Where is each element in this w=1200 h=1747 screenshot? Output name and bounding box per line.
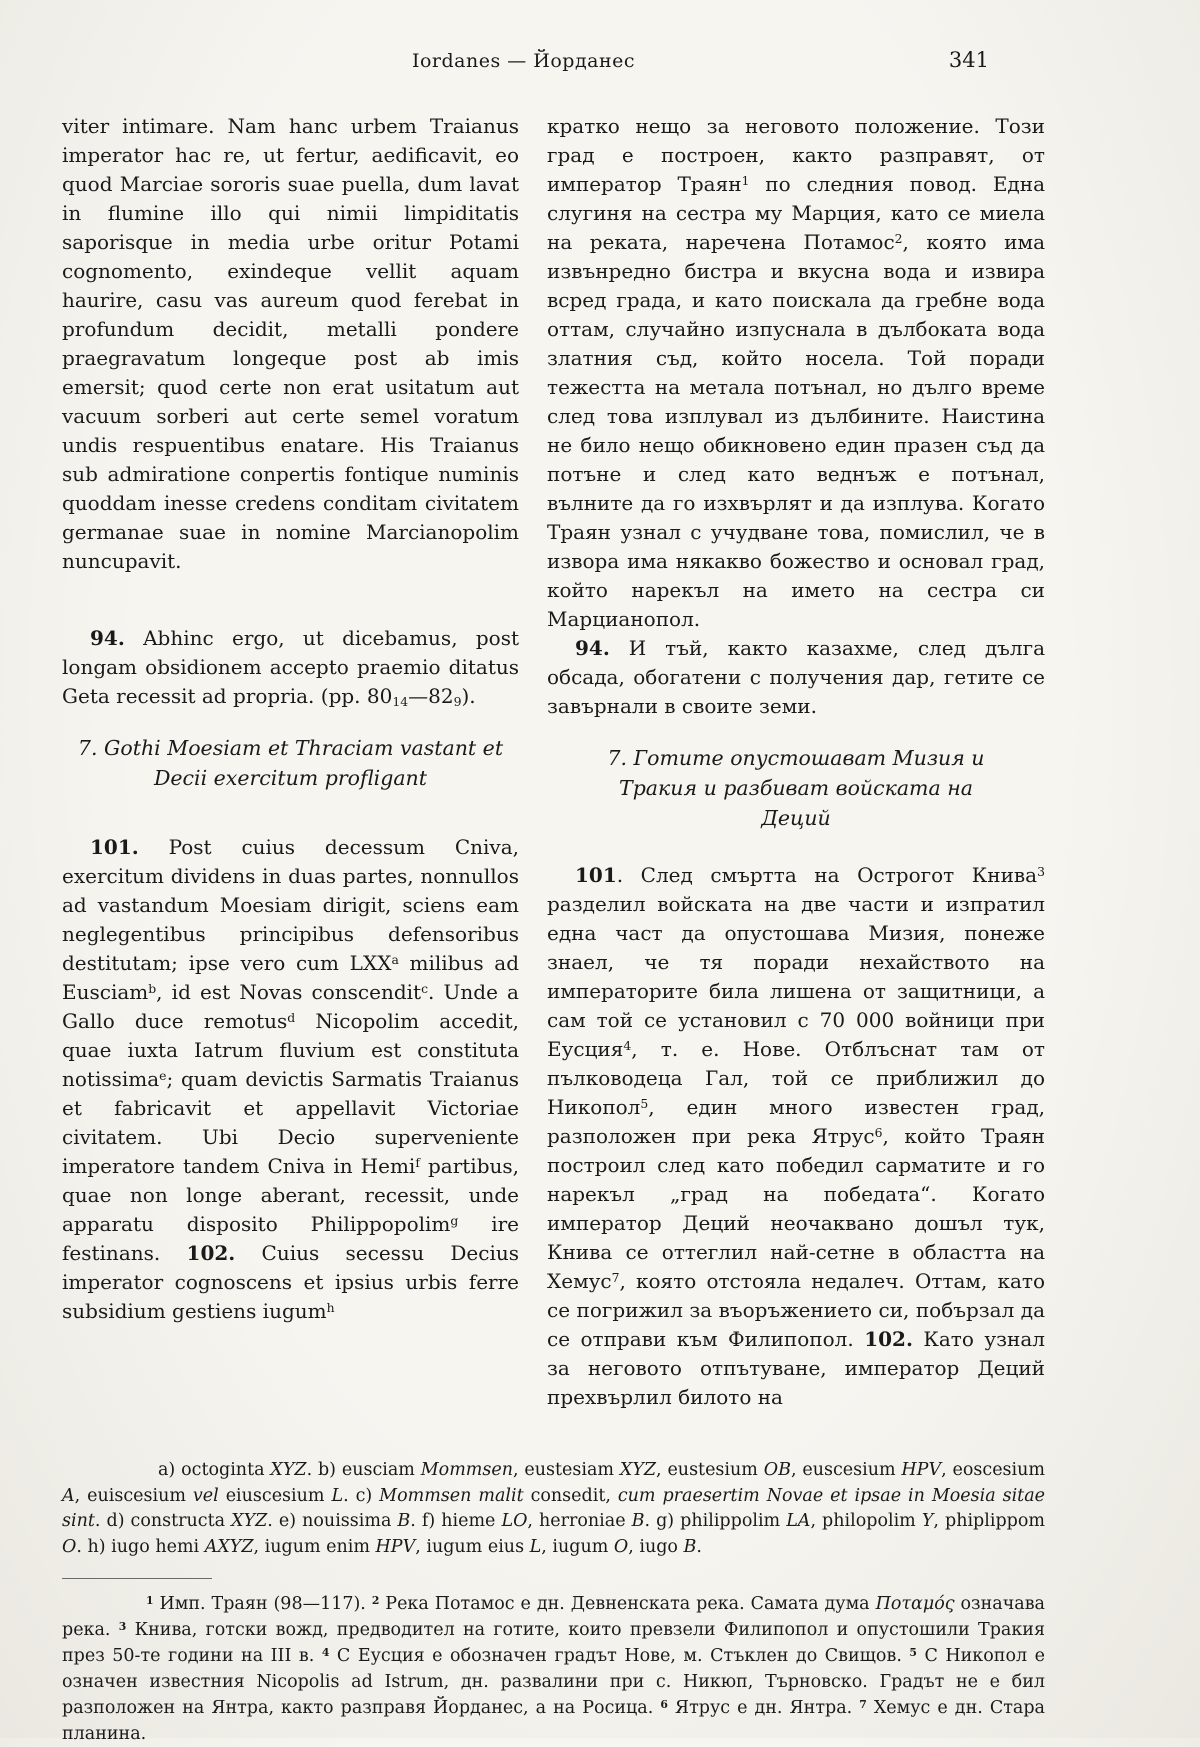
latin-paragraph-101: 101. Post cuius decessum Cniva, exercitum dividens in duas partes, nonnullos ad vastandum Moesiam dirigit, sciens eam neglegentibus principibus defensoribus destitutam; ipse vero cum LXX$^a$ milibus ad Eusciam$^b$, id est Novas conscendit$^c$. Unde a Gallo duce remotus$^d$ Nicopolim accedit, quae iuxta Iatrum fluvium est constituta notissima$^e$; quam devictis Sarmatis Traianus et fabricavit et appellavit Victoriae civitatem. Ubi Decio superveniente imperatore tandem Cniva in Hemi$^f$ partibus, quae non longe aberant, recessit, unde apparatu disposito Philippopolim$^g$ ire festinans. 102. Cuius secessu Decius imperator cognoscens et ipsius urbis ferre subsidium gestiens iugum$^h$: [62, 835, 519, 1323]
bulgarian-paragraph-94: 94. И тъй, както казахме, след дълга обсада, обогатени с получения дар, гетите се завърнали в своите земи.: [547, 636, 1045, 718]
latin-paragraph-94: 94. Abhinc ergo, ut dicebamus, post longam obsidionem accepto praemio ditatus Geta recessit ad propria. (pp. $80_{14}—82_9$).: [62, 626, 519, 710]
footnote-separator-rule: [62, 1578, 212, 1579]
bulgarian-paragraph-101: 101. След смъртта на Острогот Книва$^3$ разделил войската на две части и изпратил една част да опустошава Мизия, понеже знаел, че тя поради нехайството на императорите била лишена от защитници, а сам той се установил с 70 000 войници при Еусция$^4$, т. е. Нове. Отблъснат там от пълководеца Гал, той се приближил до Никопол$^5$, един много известен град, разположен при река Ятрус$^6$, който Траян построил след като победил сарматите и го нарекъл „град на победата“. Когато император Деций неочаквано дошъл тук, Книва се оттеглил най-сетне в областта на Хемус$^7$, която отстояла недалеч. Оттам, като се погрижил за въоръжението си, побързал да се отправи към Филипопол. 102. Като узнал за неговото отпътуване, император Деций прехвърлил билото на: [547, 863, 1046, 1409]
latin-column: [62, 112, 519, 1412]
text-columns: [62, 112, 1045, 1412]
page-header: [62, 50, 1045, 78]
bulgarian-paragraph-continuation: кратко нещо за неговото положение. Този град е построен, както разправят, от император Траян$^1$ по следния повод. Една слугиня на сестра му Марция, като се миела на реката, наречена Потамос$^2$, която има извънредно бистра и вкусна вода и извира всред града, и като поискала да гребне вода оттам, случайно изпуснала в дълбоката вода златния съд, който носела. Той поради тежестта на метала потънал, но дълго време след това изплувал из дълбините. Наистина не било нещо обикновено един празен съд да потъне и след като веднъж е потънал, вълните да го изхвърлят и да изплува. Когато Траян узнал с учудване това, помислил, че в извора има някакво божество и основал град, който нарекъл на името на сестра си Марцианопол.: [547, 114, 1045, 631]
bulgarian-section-heading: 7. Готите опустошават Мизия и Тракия и разбиват войската на Деций: [607, 746, 985, 830]
translator-footnotes: $^1$ Имп. Траян (98—117). $^2$ Река Потамос е дн. Девненската река. Самата дума Ποταμός означава река. $^3$ Книва, готски вожд, предводител на готите, които превзели Филипопол и опустошили Тракия през 50-те години на III в. $^4$ С Еусция е обозначен градът Нове, м. Стъклен до Свищов. $^5$ С Никопол е означен известния Nicopolis ad Istrum, дн. развалини при с. Никюп, Търновско. Градът не е бил разположен на Янтра, както разправя Йорданес, а на Росица. $^6$ Ятрус е дн. Янтра. $^7$ Хемус е дн. Стара планина.: [62, 1594, 1045, 1744]
running-title: Iordanes — Йорданес: [411, 50, 636, 72]
page-number: 341: [948, 48, 989, 72]
latin-paragraph-continuation: viter intimare. Nam hanc urbem Traianus imperator hac re, ut fertur, aedificavit, eo quod Marciae sororis suae puella, dum lavat in flumine illo qui nimii limpiditatis saporisque in media urbe oritur Potami cognomento, exindeque vellit aquam haurire, casu vas aureum quod ferebat in profundum decidit, metalli pondere praegravatum longeque post ab imis emersit; quod certe non erat usitatum aut vacuum sorberi aut certe semel voratum undis respuentibus enatare. His Traianus sub admiratione conpertis fontique numinis quoddam inesse credens conditam civitatem germanae suae in nomine Marcianopolim nuncupavit.: [62, 114, 519, 573]
critical-apparatus: a) octoginta XYZ. b) eusciam Mommsen, eustesiam XYZ, eustesium OB, euscesium HPV, eoscesium A, euiscesium vel eiuscesium L. c) Mommsen malit consedit, cum praesertim Novae et ipsae in Moesia sitae sint. d) constructa XYZ. e) nouissima B. f) hieme LO, herroniae B. g) philippolim LA, philopolim Y, phiplippom O. h) iugo hemi AXYZ, iugum enim HPV, iugum eius L, iugum O, iugo B.: [62, 1460, 1045, 1557]
latin-section-heading: 7. Gothi Moesiam et Thraciam vastant et Decii exercitum profligant: [77, 736, 504, 790]
book-page: [62, 0, 1045, 1747]
bulgarian-column: [547, 112, 1045, 1412]
